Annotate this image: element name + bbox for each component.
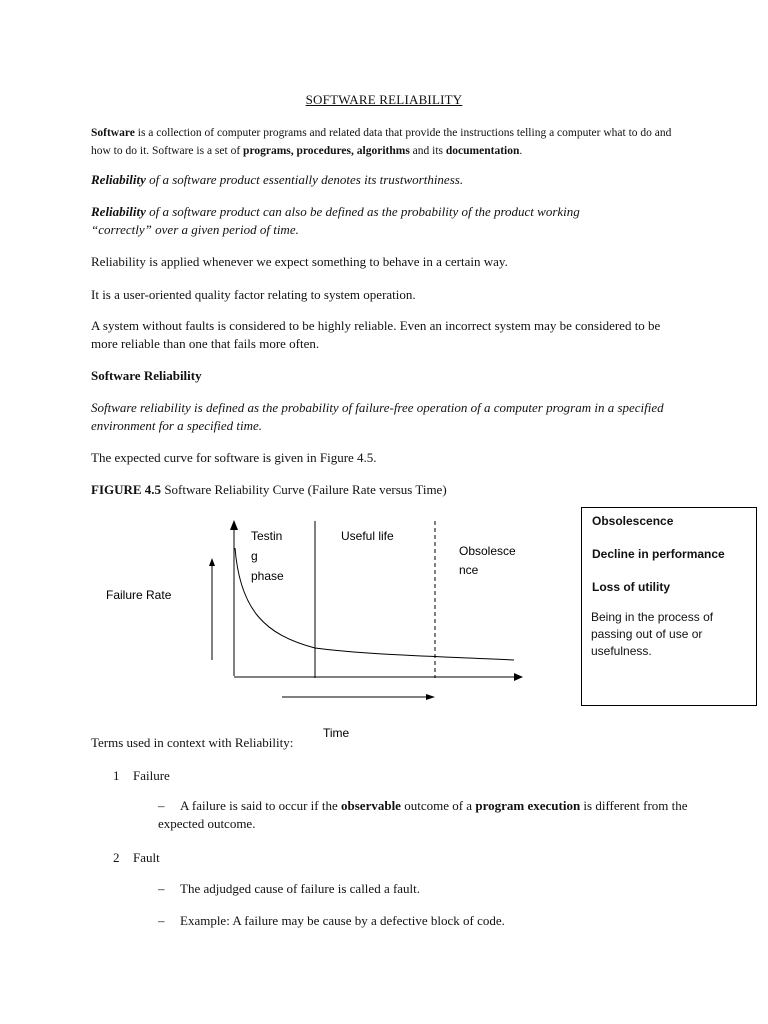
phase-obsolescence-label-2: nce xyxy=(459,563,479,577)
intro-paragraph: Software is a collection of computer programs and related data that provide the instructions telling a computer what to do and how to do it. Software is a set of programs, procedures, algorithms and its documentation. xyxy=(91,127,672,157)
page-title: SOFTWARE RELIABILITY xyxy=(305,92,463,107)
fault-bullet-1: – The adjudged cause of failure is called a fault. xyxy=(158,881,421,896)
y-axis-label: Failure Rate xyxy=(106,588,172,602)
subheading-software-reliability: Software Reliability xyxy=(91,368,202,383)
phase-obsolescence-label-1: Obsolesce xyxy=(459,544,516,558)
intro-term: Software xyxy=(91,127,135,139)
software-reliability-definition: Software reliability is defined as the probability of failure-free operation of a computer program in a specified environment for a specified time. xyxy=(91,400,664,433)
paragraph-system-faults: A system without faults is considered to be highly reliable. Even an incorrect system may be considered to be more reliable than one that fails more often. xyxy=(91,318,661,351)
obsolescence-info-box xyxy=(581,507,757,706)
phase-testing-label-3: phase xyxy=(251,569,284,583)
figure-caption: FIGURE 4.5 Software Reliability Curve (Failure Rate versus Time) xyxy=(91,482,447,497)
sidebox-description: Being in the process of passing out of use or usefulness. xyxy=(591,610,714,658)
sidebox-heading-loss: Loss of utility xyxy=(592,580,670,594)
reliability-definition-1: Reliability of a software product essentially denotes its trustworthiness. xyxy=(91,172,464,187)
phase-useful-label: Useful life xyxy=(341,529,394,543)
failure-rate-arrowhead xyxy=(209,558,215,566)
sidebox-heading-obsolescence: Obsolescence xyxy=(592,514,674,528)
list-item-fault: 2 Fault xyxy=(113,850,160,865)
terms-intro: Terms used in context with Reliability: xyxy=(91,735,294,750)
list-item-failure: 1 Failure xyxy=(113,768,170,783)
paragraph-expected-curve: The expected curve for software is given in Figure 4.5. xyxy=(91,450,377,465)
fault-bullet-2: – Example: A failure may be cause by a defective block of code. xyxy=(158,913,505,928)
x-axis-arrowhead xyxy=(514,673,523,681)
sidebox-heading-decline: Decline in performance xyxy=(592,547,725,561)
paragraph-applied: Reliability is applied whenever we expect something to behave in a certain way. xyxy=(91,254,508,269)
x-axis-label: Time xyxy=(323,726,350,740)
reliability-definition-2: Reliability of a software product can also be defined as the probability of the product working “correctly” over a given period of time. xyxy=(91,204,580,237)
phase-testing-label-1: Testin xyxy=(251,529,283,543)
y-axis-arrowhead xyxy=(230,520,238,530)
time-arrowhead xyxy=(426,694,435,700)
paragraph-user-oriented: It is a user-oriented quality factor relating to system operation. xyxy=(91,287,416,302)
phase-testing-label-2: g xyxy=(251,549,258,563)
failure-bullet: – A failure is said to occur if the observable outcome of a program execution is different from the expected outcome. xyxy=(158,798,688,831)
